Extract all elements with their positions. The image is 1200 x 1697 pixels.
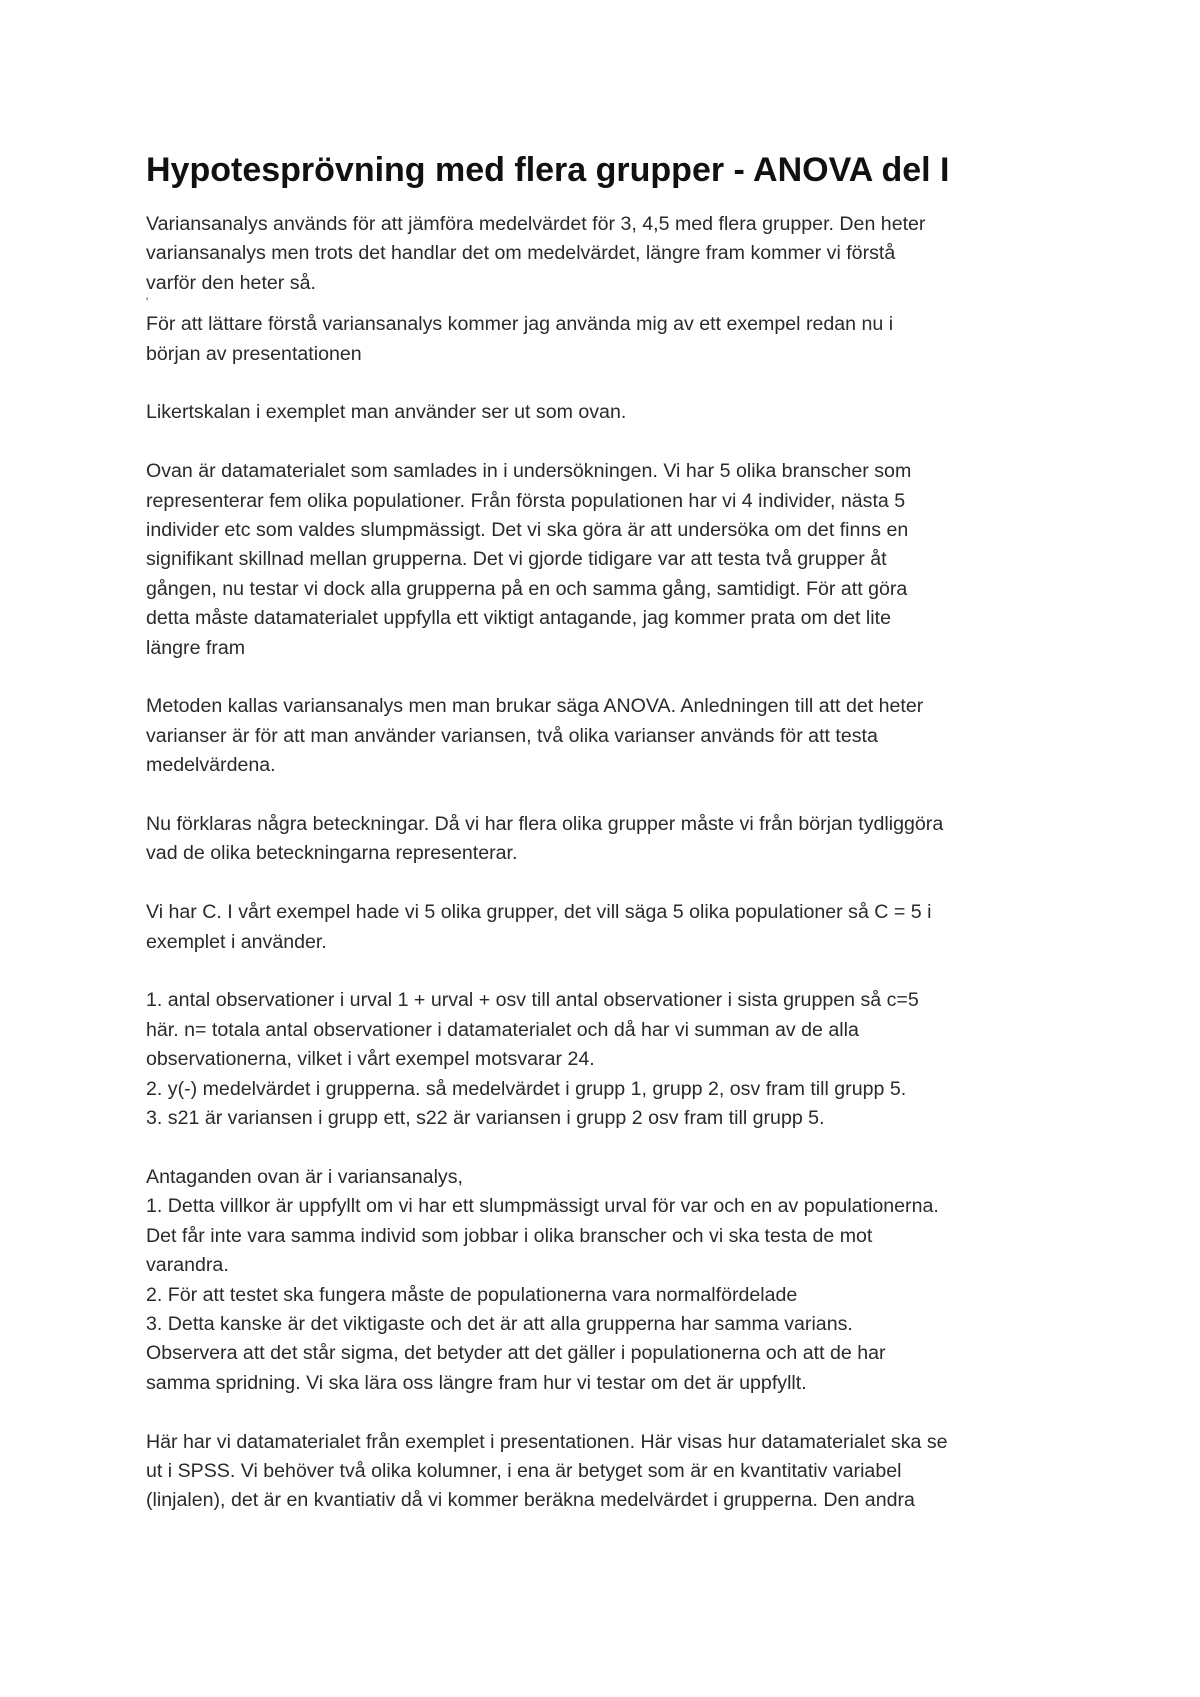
data-paragraph	[146, 457, 1076, 663]
text-line: medelvärdena.	[146, 754, 276, 777]
text-line: varianser är för att man använder variansen, två olika varianser används för att testa	[146, 724, 878, 747]
text-line: Variansanalys används för att jämföra medelvärdet för 3, 4,5 med flera grupper. Den heter	[146, 213, 926, 235]
list-item: här. n= totala antal observationer i datamaterialet och då har vi summan av de alla	[146, 1018, 859, 1041]
text-line: gången, nu testar vi dock alla grupperna på en och samma gång, samtidigt. För att göra	[146, 577, 908, 600]
groups-c-paragraph	[146, 898, 1076, 957]
text-line: ut i SPSS. Vi behöver två olika kolumner, i ena är betyget som är en kvantitativ variabel	[146, 1459, 902, 1482]
text-line: Likertskalan i exemplet man använder ser ut som ovan.	[146, 401, 627, 424]
text-line: För att lättare förstå variansanalys kommer jag använda mig av ett exempel redan nu i	[146, 313, 894, 336]
text-line: Vi har C. I vårt exempel hade vi 5 olika grupper, det vill säga 5 olika populationer så C = 5 i	[146, 901, 932, 924]
text-line: Observera att det står sigma, det betyder att det gäller i populationerna och att de har	[146, 1342, 886, 1365]
assumptions-paragraph	[146, 1163, 1076, 1398]
text-line: individer etc som valdes slumpmässigt. Det vi ska göra är att undersöka om det finns en	[146, 519, 909, 542]
page-title: Hypotesprövning med flera grupper - ANOVA del I	[146, 151, 950, 189]
list-item: 1. Detta villkor är uppfyllt om vi har ett slumpmässigt urval för var och en av populationerna.	[146, 1195, 939, 1218]
text-line: Nu förklaras några beteckningar. Då vi har flera olika grupper måste vi från början tydliggöra	[146, 813, 944, 836]
method-paragraph	[146, 692, 1076, 780]
list-item: 1. antal observationer i urval 1 + urval + osv till antal observationer i sista gruppen så c=5	[146, 989, 919, 1012]
spss-paragraph	[146, 1428, 1076, 1516]
text-line: (linjalen), det är en kvantiativ då vi kommer beräkna medelvärdet i grupperna. Den andra	[146, 1489, 915, 1512]
text-line: Det får inte vara samma individ som jobbar i olika branscher och vi ska testa de mot	[146, 1224, 873, 1247]
text-line: början av presentationen	[146, 342, 362, 365]
text-line: Ovan är datamaterialet som samlades in i undersökningen. Vi har 5 olika branscher som	[146, 460, 912, 483]
notation-paragraph	[146, 810, 1076, 869]
text-line: exemplet i använder.	[146, 930, 327, 953]
text-line: Här har vi datamaterialet från exemplet i presentationen. Här visas hur datamaterialet ska se	[146, 1430, 948, 1453]
likert-paragraph	[146, 398, 1076, 427]
text-line: varandra.	[146, 1254, 229, 1277]
text-line: detta måste datamaterialet uppfylla ett viktigt antagande, jag kommer prata om det lite	[146, 607, 891, 630]
list-item: 3. Detta kanske är det viktigaste och det är att alla grupperna har samma varians.	[146, 1312, 853, 1335]
intro-paragraph	[146, 210, 1076, 298]
text-line: vad de olika beteckningarna representerar.	[146, 842, 518, 865]
text-line: längre fram	[146, 636, 246, 659]
text-line: Metoden kallas variansanalys men man brukar säga ANOVA. Anledningen till att det heter	[146, 695, 924, 718]
text-line: samma spridning. Vi ska lära oss längre fram hur vi testar om det är uppfyllt.	[146, 1371, 807, 1394]
list-item: observationerna, vilket i vårt exempel motsvarar 24.	[146, 1048, 595, 1071]
list-item: 2. För att testet ska fungera måste de populationerna vara normalfördelade	[146, 1283, 798, 1306]
example-paragraph	[146, 310, 1076, 369]
notation-list	[146, 986, 1076, 1133]
document-body	[146, 150, 1076, 1516]
text-line: Antaganden ovan är i variansanalys,	[146, 1165, 463, 1188]
list-item: 3. s21 är variansen i grupp ett, s22 är variansen i grupp 2 osv fram till grupp 5.	[146, 1107, 825, 1130]
text-line: representerar fem olika populationer. Från första populationen har vi 4 individer, nästa 5	[146, 489, 906, 512]
text-line: variansanalys men trots det handlar det om medelvärdet, längre fram kommer vi förstå	[146, 242, 896, 265]
text-line: varför den heter så.	[146, 271, 316, 294]
list-item: 2. y(-) medelvärdet i grupperna. så medelvärdet i grupp 1, grupp 2, osv fram till grupp 5.	[146, 1077, 907, 1100]
stray-tick-mark: '	[146, 295, 149, 310]
text-line: signifikant skillnad mellan grupperna. Det vi gjorde tidigare var att testa två grupper åt	[146, 548, 887, 571]
